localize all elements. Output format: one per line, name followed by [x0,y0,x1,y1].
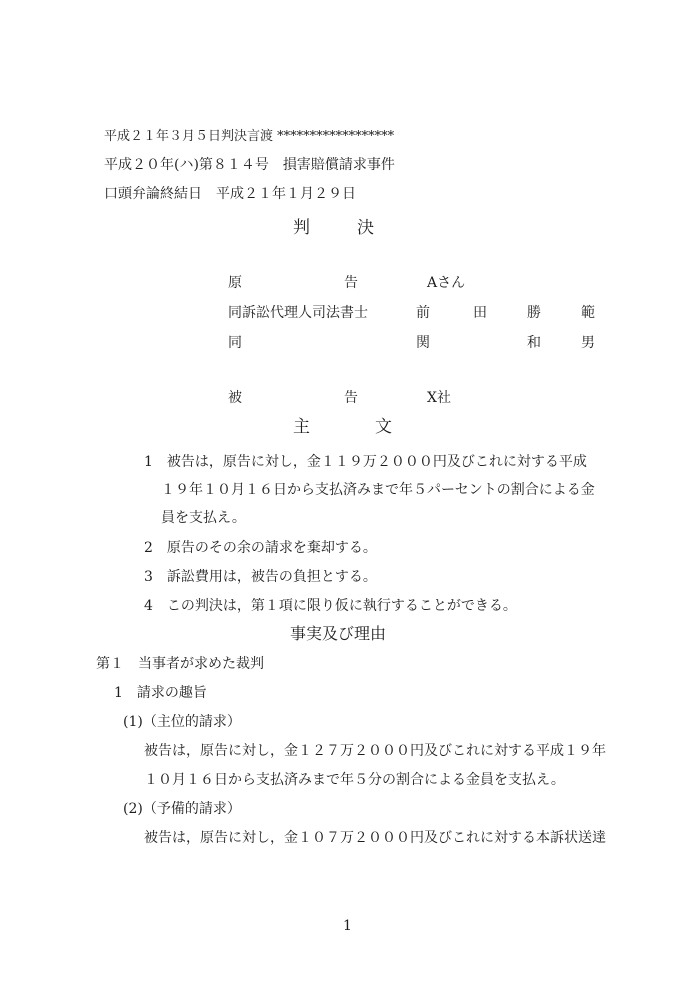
page-number: 1 [343,918,352,934]
primary-claim-label: (1)（主位的請求） [123,714,241,730]
agent2-name-char-3: 男 [581,335,595,351]
main-item-4: 4 この判決は，第１項に限り仮に執行することができる。 [144,598,517,614]
judgment-title-char-1: 判 [293,218,310,238]
plaintiff-label-char-1: 原 [228,275,242,291]
agent-name-char-1: 前 [416,305,430,321]
primary-claim-line-1: 被告は，原告に対し，金１２７万２０００円及びこれに対する平成１９年 [144,743,606,759]
defendant-name: X社 [427,390,451,406]
defendant-label-char-1: 被 [228,390,242,406]
facts-title: 事実及び理由 [290,624,387,643]
plaintiff-name: Aさん [427,275,466,291]
agent-label: 同訴訟代理人司法書士 [228,305,368,321]
agent2-name-char-2: 和 [527,335,541,351]
date-line: 平成２１年３月５日判決言渡 ****************** [104,129,395,144]
main-item-2: 2 原告のその余の請求を棄却する。 [144,540,377,556]
secondary-claim-line-1: 被告は，原告に対し，金１０７万２０００円及びこれに対する本訴状送達 [144,830,606,846]
same-label: 同 [228,335,242,351]
agent-name-char-2: 田 [473,305,487,321]
judgment-title-char-2: 決 [357,218,374,238]
main-item-1-line-1: 1 被告は，原告に対し，金１１９万２０００円及びこれに対する平成 [144,454,587,470]
main-title-char-2: 文 [375,417,392,437]
plaintiff-label-char-2: 告 [344,275,358,291]
defendant-label-char-2: 告 [344,390,358,406]
main-item-1-line-2: １９年１０月１６日から支払済みまで年５パーセントの割合による金 [161,482,595,498]
facts-sub-1: 1 請求の趣旨 [114,685,207,701]
facts-section-1: 第１ 当事者が求めた裁判 [96,656,264,672]
secondary-claim-label: (2)（予備的請求） [123,801,241,817]
hearing-line: 口頭弁論終結日 平成２１年１月２９日 [104,186,356,202]
main-item-1-line-3: 員を支払え。 [161,510,246,526]
agent2-name-char-1: 関 [416,335,430,351]
main-item-3: 3 訴訟費用は，被告の負担とする。 [144,569,377,585]
agent-name-char-4: 範 [581,305,595,321]
case-line: 平成２０年(ハ)第８１４号 損害賠償請求事件 [104,157,395,173]
primary-claim-line-2: １０月１６日から支払済みまで年５分の割合による金員を支払え。 [144,772,565,788]
main-title-char-1: 主 [293,417,310,437]
agent-name-char-3: 勝 [527,305,541,321]
